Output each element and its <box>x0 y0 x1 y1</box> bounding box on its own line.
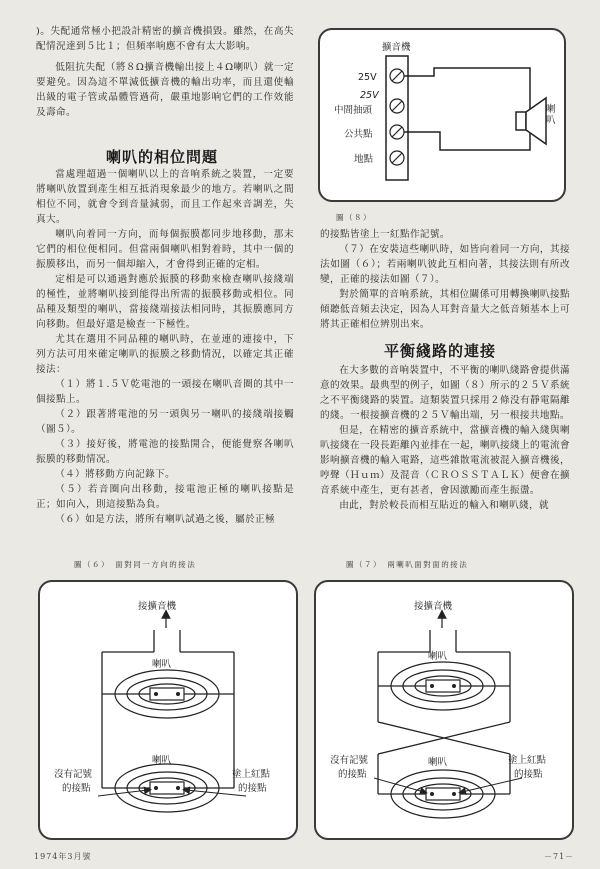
left-label-2: 的接點 <box>338 769 367 780</box>
list-item: （４）將移動方向記錄下。 <box>55 469 176 480</box>
left-label-1: 沒有記號 <box>330 755 369 766</box>
page-number: －71－ <box>544 852 575 861</box>
right-label-1: 塗上紅點 <box>508 755 547 766</box>
left-column-top <box>36 24 294 120</box>
paragraph: 尤其在選用不同品種的喇叭時，在並連的連接中，下列方法可用來確定喇叭的振膜之移動情況，以確定其正確接法： <box>36 334 294 375</box>
figure-6-wiring <box>40 582 296 838</box>
speaker-top-label: 喇叭 <box>428 651 448 662</box>
issue-date: 1974年3月號 <box>34 852 92 861</box>
figure-7-wiring <box>316 582 572 838</box>
speaker-bottom-label: 喇叭 <box>152 755 172 766</box>
list-item: （２）跟著將電池的另一頭與另一喇叭的接綫端接觸（圖５）。 <box>36 409 294 435</box>
right-column-body <box>320 363 570 513</box>
figure-8-title: 擴音機 <box>382 42 411 53</box>
paragraph: 但是，在精密的擴音系統中，當擴音機的輸入綫與喇叭接綫在一段長距離內並排在一起，喇叭接綫上的電流會影响擴音機的輸入電路，這些雜散電流被混入擴音機後，哼聲（Ｈｕｍ）及混音（ＣＲＯＳＳＴＡＬＫ）便會在擴音系統中產生，更有甚者，會因激勵而產生振盪。 <box>320 425 570 496</box>
amp-label: 接擴音機 <box>138 601 177 612</box>
label-25v: 25V <box>358 72 377 83</box>
figure-6-diagram <box>38 580 298 840</box>
amp-label: 接擴音機 <box>414 601 453 612</box>
paragraph: 在大多數的音响裝置中，不平衡的喇叭綫路會提供滿意的效果。最典型的例子，如圖（８）所示的２５Ｖ系統之不平衡綫路的裝置。這類裝置只採用２條没有靜電隔離的綫。一根接擴音機的２５Ｖ輸出端，另一根接共地點。 <box>320 365 570 421</box>
label-common-point: 公共點 <box>344 129 373 140</box>
paragraph: 的接點皆塗上一紅點作記號。 <box>320 229 450 240</box>
paragraph: 當處理超過一個喇叭以上的音响系統之裝置，一定要將喇叭放置到產生相互抵消現象最少的地方。若喇叭之間相位不同，就會令到音量減弱，而且工作起來音調差，失真大。 <box>36 169 294 225</box>
figure-6-caption: 圖（６） 面對同一方向的接法 <box>74 560 197 569</box>
section-heading-balanced: 平衡綫路的連接 <box>384 342 497 360</box>
list-item: （３）接好後，將電池的接點開合，便能覺察各喇叭振膜的移動情况。 <box>36 439 294 465</box>
figure-7-caption: 圖（７） 兩喇叭面對面的接法 <box>346 560 469 569</box>
figure-7-diagram <box>314 580 574 840</box>
paragraph: 定相是可以通過對應於振膜的移動來檢查喇叭接綫端的極性，並將喇叭接到能得出所需的振膜移動或相位。同品種及類型的喇叭，當接綫端接法相同時，其振膜應同方向移動。但最好還是檢查一下極性。 <box>36 274 294 330</box>
list-item: （５）若音圈向出移動，接電池正極的喇叭接點是正；如向入，則這接點為負。 <box>36 484 294 510</box>
list-item: （１）將１.５Ｖ乾電池的一頭接在喇叭音圈的其中一個接點上。 <box>36 379 294 405</box>
figure-8-caption: 圖（８） <box>336 213 372 222</box>
label-center-tap: 中間抽頭 <box>334 105 373 116</box>
left-label-2: 的接點 <box>62 783 91 794</box>
right-label-2: 的接點 <box>238 783 267 794</box>
section-heading-phase: 喇叭的相位問題 <box>106 148 219 166</box>
paragraph: 低阻抗失配（將８Ω擴音機輸出接上４Ω喇叭）就一定要避免。因為這不單減低擴音機的輸出功率，而且還使輸出級的電子管或晶體管過荷，嚴重地影响它們的工作效能及壽命。 <box>36 62 294 118</box>
right-column-top <box>320 227 570 332</box>
speaker-bottom-label: 喇叭 <box>428 757 448 768</box>
paragraph: 對於簡單的音响系統，其相位關係可用轉換喇叭接點傾聽低音頻去決定，因為人耳對音量大之低音頻基本上可將其正確相位辨別出來。 <box>320 289 570 330</box>
list-item: （６）如是方法，將所有喇叭試過之後，屬於正極 <box>55 514 276 525</box>
left-column-body <box>36 167 294 527</box>
label-ground-point: 地點 <box>354 154 374 165</box>
paragraph: )。失配通常極小把設計精密的擴音機損毀。雖然，在高失配情況達到５比１；但頻率响應不會有太大影响。 <box>36 26 294 52</box>
left-label-1: 沒有記號 <box>54 769 93 780</box>
speaker-top-label: 喇叭 <box>152 659 172 670</box>
label-speaker: 喇叭 <box>546 104 556 126</box>
right-label-1: 塗上紅點 <box>232 769 271 780</box>
paragraph: （７）在安裝這些喇叭時，如皆向着同一方向，其接法如圖（６）；若兩喇叭彼此互相向著，其接法則有所改變，正確的接法如圖（７）。 <box>320 244 570 285</box>
label-25v-italic: 25V <box>360 90 379 101</box>
paragraph: 由此，對於較長而相互貼近的輸入和喇叭綫，就 <box>339 500 550 511</box>
right-label-2: 的接點 <box>514 769 543 780</box>
figure-8-diagram <box>318 28 566 202</box>
paragraph: 喇叭向着同一方向，而每個振膜都同步地移動，那末它們的相位便相同。但當兩個喇叭相對着時，其中一個的振膜移出，而另一個却縮入，才會得到正確的定相。 <box>36 229 294 270</box>
